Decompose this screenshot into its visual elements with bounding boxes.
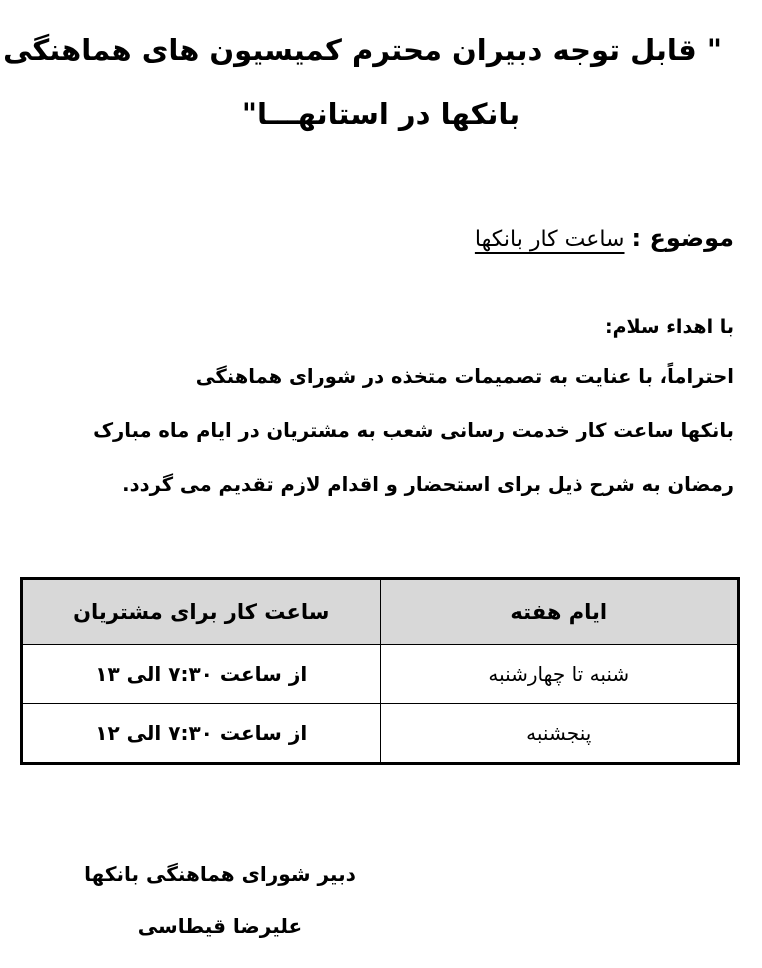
title-line-2: بانکها در استانهـــا" <box>241 97 521 131</box>
row-days: شنبه تا چهارشنبه <box>380 645 739 704</box>
table-row <box>22 704 739 764</box>
table-header-row <box>22 579 739 645</box>
signature-title: دبیر شورای هماهنگی بانکها <box>84 862 356 886</box>
letter-body <box>28 350 734 512</box>
header-hours: ساعت کار برای مشتریان <box>22 579 381 645</box>
signature-name: علیرضا قیطاسی <box>137 914 303 938</box>
body-line-1: احتراماً، با عنایت به تصمیمات متخذه در شورای هماهنگی <box>195 365 734 388</box>
title-line-1: " قابل توجه دبیران محترم کمیسیون های هماهنگی <box>3 33 722 67</box>
greeting: با اهداء سلام: <box>604 316 734 338</box>
subject-label: موضوع : <box>631 224 734 252</box>
table-row <box>22 645 739 704</box>
letter-title <box>3 18 722 146</box>
body-line-2: بانکها ساعت کار خدمت رسانی شعب به مشتریان در ایام ماه مبارک <box>93 419 734 442</box>
row-days: پنجشنبه <box>380 704 739 764</box>
row-hours: از ساعت ۷:۳۰ الی ۱۳ <box>22 645 381 704</box>
header-days: ایام هفته <box>380 579 739 645</box>
body-line-3: رمضان به شرح ذیل برای استحضار و اقدام لازم تقدیم می گردد. <box>122 473 734 496</box>
subject-line <box>40 218 734 260</box>
working-hours-table <box>20 577 740 765</box>
row-hours: از ساعت ۷:۳۰ الی ۱۲ <box>22 704 381 764</box>
signature-block <box>60 848 380 952</box>
subject-value: ساعت کار بانکها <box>474 227 625 252</box>
